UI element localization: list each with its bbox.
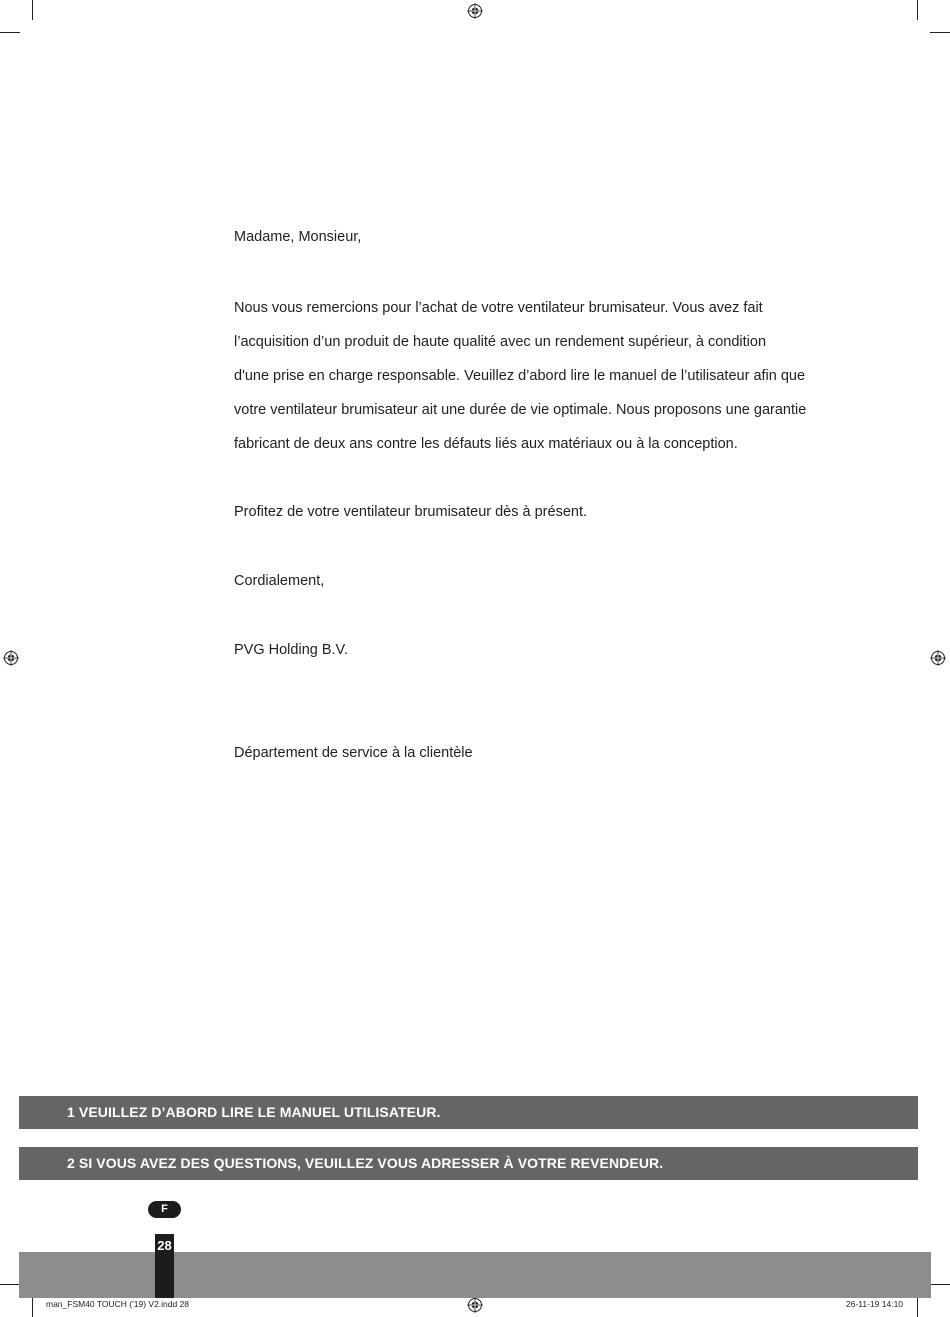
crop-mark-bottom-right-h (930, 1284, 950, 1285)
file-slug: man_FSM40 TOUCH ('19) V2.indd 28 (46, 1299, 190, 1309)
body-line: votre ventilateur brumisateur ait une durée de vie optimale. Nous proposons une garantie (234, 402, 807, 418)
language-badge: F (148, 1201, 181, 1218)
crop-mark-top-right-h (930, 32, 950, 33)
page-number: 28 (155, 1234, 174, 1298)
date-slug: 26-11-19 14:10 (846, 1299, 904, 1309)
body-line: d'une prise en charge responsable. Veuillez d’abord lire le manuel de l’utilisateur afin que (234, 368, 806, 384)
body-line: Nous vous remercions pour l’achat de votre ventilateur brumisateur. Vous avez fait (234, 300, 763, 316)
crop-mark-top-left-v (32, 0, 33, 20)
crop-mark-top-left-h (0, 32, 20, 33)
registration-mark-icon (467, 1297, 483, 1313)
department-name: Département de service à la clientèle (234, 745, 473, 761)
registration-mark-icon (3, 650, 19, 666)
registration-mark-icon (467, 3, 483, 19)
body-line: l’acquisition d’un produit de haute qualité avec un rendement supérieur, à condition (234, 334, 767, 350)
crop-mark-bottom-right-v (917, 1297, 918, 1317)
company-name: PVG Holding B.V. (234, 642, 348, 658)
crop-mark-bottom-left-h (0, 1284, 20, 1285)
greeting: Madame, Monsieur, (234, 229, 362, 245)
instruction-banner-2: 2 SI VOUS AVEZ DES QUESTIONS, VEUILLEZ VOUS ADRESSER À VOTRE REVENDEUR. (19, 1147, 918, 1180)
enjoy-line: Profitez de votre ventilateur brumisateur dès à présent. (234, 504, 588, 520)
registration-mark-icon (930, 650, 946, 666)
crop-mark-top-right-v (917, 0, 918, 20)
instruction-banner-1: 1 VEUILLEZ D’ABORD LIRE LE MANUEL UTILISATEUR. (19, 1096, 918, 1129)
closing: Cordialement, (234, 573, 325, 589)
crop-mark-bottom-left-v (32, 1297, 33, 1317)
body-line: fabricant de deux ans contre les défauts liés aux matériaux ou à la conception. (234, 436, 738, 452)
